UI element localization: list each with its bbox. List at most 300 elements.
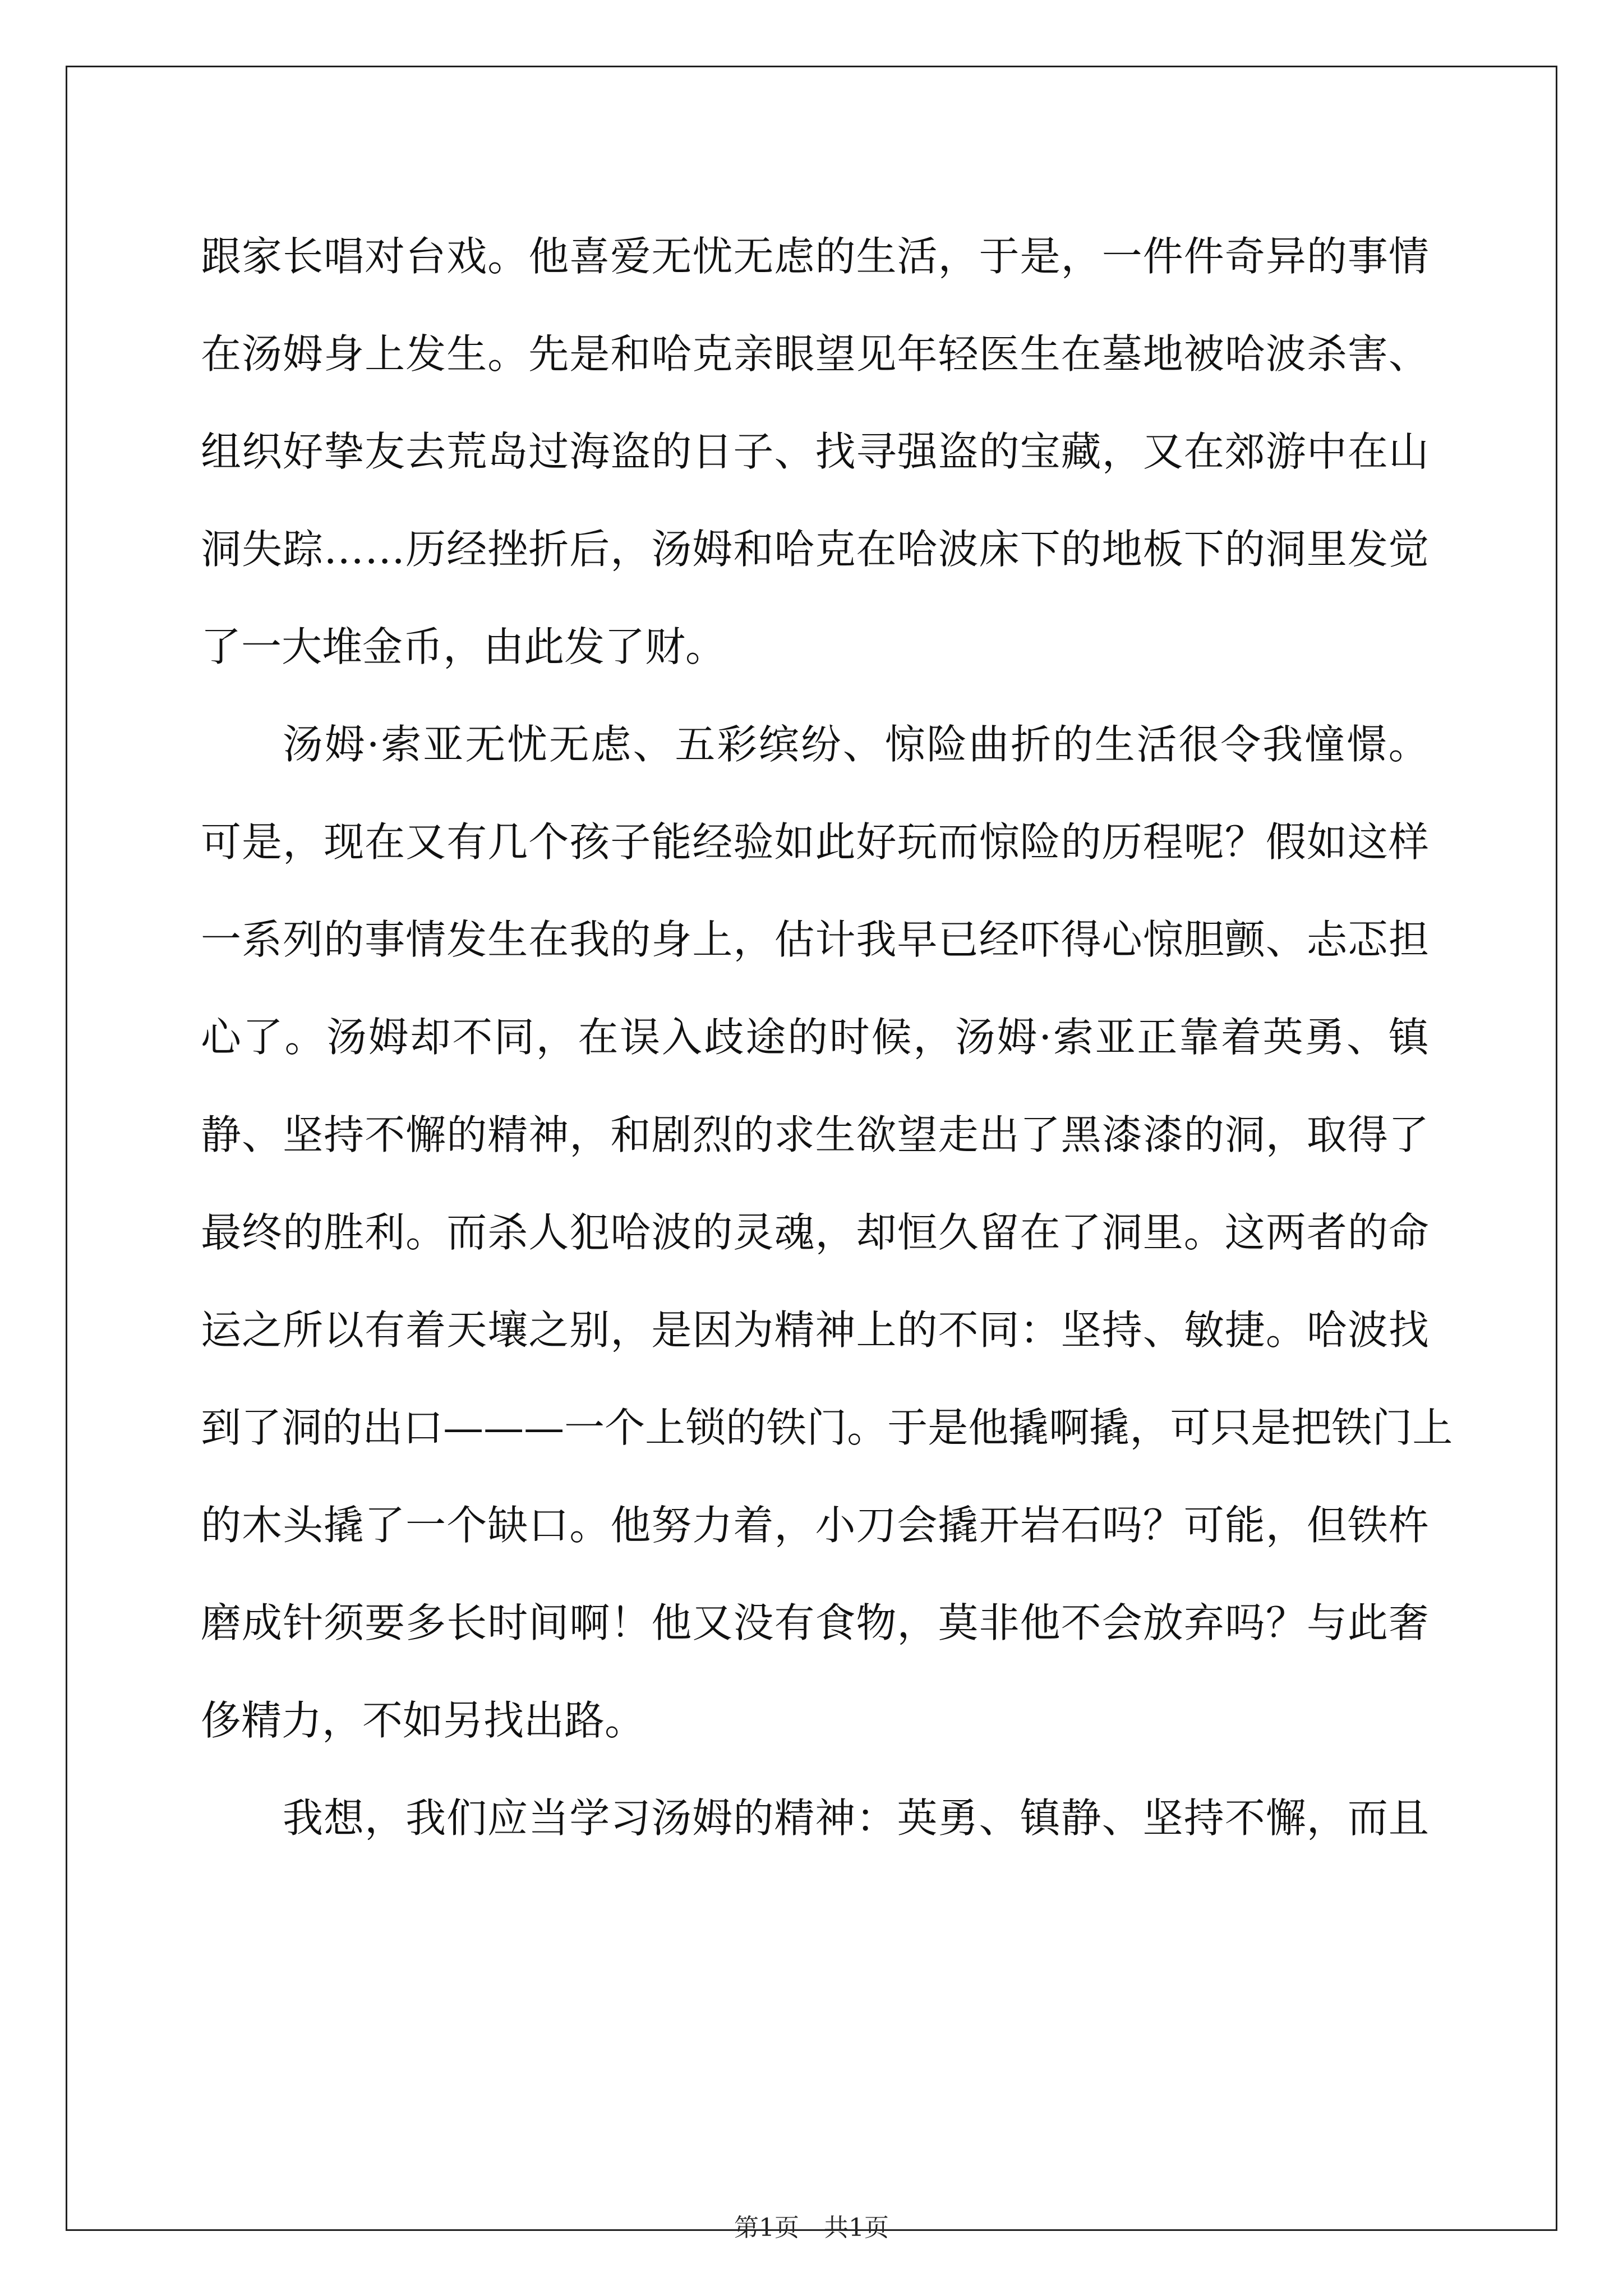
text-char: 墓 — [1101, 330, 1142, 378]
text-char: 莫 — [938, 1599, 979, 1646]
text-char: 木 — [242, 1502, 283, 1549]
text-char: 望 — [897, 1111, 938, 1158]
text-char: 会 — [1101, 1599, 1142, 1646]
text-char: ： — [856, 1795, 897, 1842]
text-char: 挚 — [324, 428, 365, 475]
text-char: 彩 — [717, 721, 758, 768]
text-char: 因 — [692, 1306, 733, 1354]
text-char: 门 — [1372, 1404, 1413, 1451]
text-char: 波 — [938, 526, 979, 573]
text-char: 生 — [815, 1111, 856, 1158]
text-char: 所 — [283, 1306, 324, 1354]
text-char: 令 — [1220, 721, 1261, 768]
text-char: 的 — [324, 916, 365, 963]
text-char: 程 — [1142, 818, 1183, 866]
text-line — [201, 891, 1429, 988]
text-char: 不 — [1224, 1795, 1265, 1842]
text-char: 发 — [1347, 526, 1388, 573]
text-char: ， — [774, 1502, 815, 1549]
text-char: 忧 — [692, 233, 733, 280]
text-char: 爱 — [610, 233, 651, 280]
text-char: 却 — [410, 1014, 451, 1061]
text-char: 无 — [733, 233, 774, 280]
text-char: 玩 — [897, 818, 938, 866]
text-char: ！ — [610, 1599, 651, 1646]
text-char: 锁 — [685, 1404, 726, 1451]
text-char: 组 — [201, 428, 242, 475]
text-char: 是 — [1020, 233, 1061, 280]
text-char: 汤 — [326, 1014, 367, 1061]
text-char: ， — [1306, 1795, 1347, 1842]
text-char: 折 — [528, 526, 569, 573]
text-char: 台 — [405, 233, 446, 280]
text-char: 、 — [842, 721, 883, 768]
text-char: 如 — [774, 818, 815, 866]
text-char: 哈 — [774, 526, 815, 573]
text-char: 一 — [564, 1404, 605, 1451]
text-char: 的 — [897, 1306, 938, 1354]
text-char: 无 — [548, 721, 589, 768]
text-char: 针 — [283, 1599, 324, 1646]
text-char: 间 — [528, 1599, 569, 1646]
text-char: 生 — [487, 916, 528, 963]
text-char: 把 — [1291, 1404, 1332, 1451]
text-char: 的 — [1061, 818, 1101, 866]
text-char: 已 — [938, 916, 979, 963]
text-char: 洞 — [1224, 1111, 1265, 1158]
text-line — [201, 403, 1429, 500]
text-char: 几 — [487, 818, 528, 866]
text-char: 忐 — [1306, 916, 1347, 963]
text-char: 以 — [324, 1306, 365, 1354]
text-char: 久 — [938, 1209, 979, 1256]
text-char: 床 — [979, 526, 1020, 573]
text-char: 。 — [487, 233, 528, 280]
text-char: 无 — [651, 233, 692, 280]
text-char: 镇 — [1388, 1014, 1429, 1061]
text-char: 失 — [242, 526, 283, 573]
text-char: 应 — [487, 1795, 528, 1842]
text-char: 懈 — [405, 1111, 446, 1158]
text-char: 英 — [897, 1795, 938, 1842]
text-char: 不 — [938, 1306, 979, 1354]
text-char: 靠 — [1179, 1014, 1220, 1061]
text-char: 同 — [979, 1306, 1020, 1354]
text-char: 的 — [1183, 1111, 1224, 1158]
text-char: — — [483, 1404, 524, 1451]
text-char: ： — [1020, 1306, 1061, 1354]
text-char: 当 — [528, 1795, 569, 1842]
text-char: 喜 — [569, 233, 610, 280]
text-char: 事 — [1347, 233, 1388, 280]
text-char: 是 — [928, 1404, 969, 1451]
text-char: 敏 — [1183, 1306, 1224, 1354]
text-char: 勇 — [938, 1795, 979, 1842]
text-char: 、 — [1101, 1795, 1142, 1842]
text-char: 成 — [242, 1599, 283, 1646]
text-char: 担 — [1388, 916, 1429, 963]
text-char: 的 — [446, 1111, 487, 1158]
text-char: 历 — [405, 526, 446, 573]
text-char: 他 — [528, 233, 569, 280]
text-char: 姆 — [324, 721, 365, 768]
text-char: 后 — [569, 526, 610, 573]
text-char: 持 — [1183, 1795, 1224, 1842]
text-char: 他 — [1020, 1599, 1061, 1646]
text-char: 着 — [733, 1502, 774, 1549]
text-char: 宝 — [1020, 428, 1061, 475]
text-char: 戏 — [446, 233, 487, 280]
text-char: 盗 — [610, 428, 651, 475]
text-char: 姆 — [368, 1014, 409, 1061]
text-char: 上 — [645, 1404, 686, 1451]
text-line — [201, 696, 1429, 793]
text-char: 汤 — [955, 1014, 995, 1061]
text-char: 开 — [979, 1502, 1020, 1549]
text-char: 且 — [1388, 1795, 1429, 1842]
text-char: 姆 — [692, 526, 733, 573]
text-char: 我 — [1262, 721, 1303, 768]
text-char: 又 — [692, 1599, 733, 1646]
text-char: ， — [913, 1014, 954, 1061]
text-char: 神 — [815, 1306, 856, 1354]
text-char: ， — [1265, 1111, 1306, 1158]
text-char: 两 — [1265, 1209, 1306, 1256]
text-char: 的 — [610, 916, 651, 963]
text-char: 子 — [610, 818, 651, 866]
text-char: 历 — [1101, 818, 1142, 866]
text-char: 在 — [1347, 428, 1388, 475]
text-char: 物 — [856, 1599, 897, 1646]
text-char: · — [366, 721, 380, 768]
text-char: 能 — [651, 818, 692, 866]
text-char: 的 — [322, 1404, 363, 1451]
text-char: 、 — [633, 721, 674, 768]
text-char: 此 — [815, 818, 856, 866]
text-char: 的 — [733, 1795, 774, 1842]
text-char: 寻 — [856, 428, 897, 475]
text-char: 轻 — [938, 330, 979, 378]
text-char: 只 — [1210, 1404, 1251, 1451]
text-line: 侈精力，不如另找出路。 — [201, 1697, 645, 1744]
text-char: 和 — [610, 330, 651, 378]
text-char: 早 — [897, 916, 938, 963]
text-char: 克 — [815, 526, 856, 573]
text-char: ， — [1129, 1404, 1170, 1451]
text-char: 出 — [979, 1111, 1020, 1158]
text-char: 憬 — [1346, 721, 1387, 768]
text-char: 、 — [1347, 1014, 1387, 1061]
text-char: 的 — [651, 428, 692, 475]
text-char: 先 — [528, 330, 569, 378]
text-char: 取 — [1306, 1111, 1347, 1158]
text-char: 歧 — [703, 1014, 744, 1061]
text-char: 会 — [897, 1502, 938, 1549]
text-char: 没 — [733, 1599, 774, 1646]
text-char: 事 — [365, 916, 405, 963]
text-char: 友 — [365, 428, 405, 475]
text-char: 唱 — [324, 233, 365, 280]
text-char: 终 — [242, 1209, 283, 1256]
text-char: 洞 — [201, 526, 242, 573]
text-char: 他 — [968, 1404, 1009, 1451]
text-line — [201, 500, 1429, 598]
text-char: 而 — [446, 1209, 487, 1256]
text-char: 个 — [446, 1502, 487, 1549]
text-line — [201, 1281, 1429, 1379]
text-char: 汤 — [283, 721, 324, 768]
text-char: 、 — [242, 1111, 283, 1158]
text-char: 日 — [692, 428, 733, 475]
text-char: 姆 — [283, 330, 324, 378]
text-char: 惊 — [979, 818, 1020, 866]
text-char: 、 — [1142, 1306, 1183, 1354]
text-line — [201, 1379, 1453, 1476]
text-char: 生 — [1020, 330, 1061, 378]
text-char: 。 — [1388, 721, 1429, 768]
text-char: ， — [536, 1014, 577, 1061]
text-char: 又 — [1142, 428, 1183, 475]
text-char: 里 — [1142, 1209, 1183, 1256]
text-char: 磨 — [201, 1599, 242, 1646]
text-char: 列 — [283, 916, 324, 963]
text-char: 放 — [1142, 1599, 1183, 1646]
text-char: 汤 — [651, 1795, 692, 1842]
text-char: ， — [1101, 428, 1142, 475]
text-char: 运 — [201, 1306, 242, 1354]
text-char: 里 — [1306, 526, 1347, 573]
text-char: 小 — [815, 1502, 856, 1549]
text-char: 英 — [1262, 1014, 1303, 1061]
text-char: 在 — [1061, 330, 1101, 378]
text-char: 波 — [1347, 1306, 1388, 1354]
text-char: 命 — [1388, 1209, 1429, 1256]
text-char: 到 — [201, 1404, 242, 1451]
text-char: 哈 — [897, 526, 938, 573]
text-char: 求 — [774, 1111, 815, 1158]
text-char: 误 — [620, 1014, 661, 1061]
text-char: 在 — [528, 916, 569, 963]
text-char: 亲 — [733, 330, 774, 378]
text-char: 候 — [871, 1014, 912, 1061]
text-char: 之 — [528, 1306, 569, 1354]
text-line — [201, 793, 1429, 891]
text-char: 长 — [446, 1599, 487, 1646]
text-char: — — [443, 1404, 484, 1451]
text-char: 的 — [1052, 721, 1093, 768]
text-char: 撬 — [324, 1502, 365, 1549]
text-char: 过 — [528, 428, 569, 475]
text-char: 颤 — [1224, 916, 1265, 963]
text-char: 精 — [774, 1306, 815, 1354]
text-char: 踪 — [283, 526, 324, 573]
text-char: 铁 — [766, 1404, 807, 1451]
text-char: 异 — [1265, 233, 1306, 280]
text-char: 这 — [1347, 818, 1388, 866]
text-char: 哈 — [610, 1209, 651, 1256]
text-char: 啊 — [569, 1599, 610, 1646]
text-char: 郊 — [1224, 428, 1265, 475]
text-char: 一 — [405, 1502, 446, 1549]
text-char: 神 — [528, 1111, 569, 1158]
text-char: 岛 — [487, 428, 528, 475]
text-line — [201, 988, 1429, 1086]
text-char: 织 — [242, 428, 283, 475]
text-char: 上 — [365, 330, 405, 378]
text-char: 呢 — [1183, 818, 1224, 866]
text-char: 烈 — [692, 1111, 733, 1158]
text-char: 吗 — [1101, 1502, 1142, 1549]
text-char: 和 — [733, 526, 774, 573]
text-char: 了 — [241, 1404, 282, 1451]
text-char: 好 — [283, 428, 324, 475]
text-char: 件 — [1183, 233, 1224, 280]
text-char: 汤 — [242, 330, 283, 378]
text-char: ？ — [1265, 1599, 1306, 1646]
text-line — [201, 1184, 1429, 1281]
text-char: 可 — [1183, 1502, 1224, 1549]
text-char: 勇 — [1304, 1014, 1345, 1061]
text-char: 五 — [675, 721, 716, 768]
text-char: 缺 — [487, 1502, 528, 1549]
text-char: 眼 — [774, 330, 815, 378]
text-char: 地 — [1101, 526, 1142, 573]
text-char: 的 — [979, 428, 1020, 475]
text-char: 心 — [1101, 916, 1142, 963]
text-char: 找 — [815, 428, 856, 475]
text-char: 、 — [774, 428, 815, 475]
text-char: 天 — [446, 1306, 487, 1354]
text-char: 吗 — [1224, 1599, 1265, 1646]
text-char: 、 — [979, 1795, 1020, 1842]
text-char: 想 — [324, 1795, 365, 1842]
text-char: 得 — [1347, 1111, 1388, 1158]
text-char: 身 — [651, 916, 692, 963]
text-char: 这 — [1224, 1209, 1265, 1256]
text-char: 同 — [494, 1014, 535, 1061]
text-char: ， — [938, 233, 979, 280]
text-char: 虑 — [591, 721, 631, 768]
text-char: 在 — [365, 818, 405, 866]
text-char: 害 — [1347, 330, 1388, 378]
text-char: 又 — [405, 818, 446, 866]
text-char: 洞 — [1265, 526, 1306, 573]
text-char: 有 — [446, 818, 487, 866]
text-char: 年 — [897, 330, 938, 378]
text-line — [201, 1476, 1429, 1574]
text-char: 的 — [787, 1014, 828, 1061]
text-char: 正 — [1137, 1014, 1178, 1061]
text-char: 估 — [774, 916, 815, 963]
text-char: 壤 — [487, 1306, 528, 1354]
text-char: 之 — [242, 1306, 283, 1354]
text-char: 欲 — [856, 1111, 897, 1158]
text-char: 可 — [1170, 1404, 1211, 1451]
text-char: 亚 — [1095, 1014, 1136, 1061]
text-char: 活 — [897, 233, 938, 280]
text-char: 我 — [569, 916, 610, 963]
text-char: 系 — [242, 916, 283, 963]
text-char: 下 — [1183, 526, 1224, 573]
text-char: ， — [365, 1795, 405, 1842]
text-char: 情 — [1388, 233, 1429, 280]
text-char: 忧 — [506, 721, 547, 768]
text-char: 上 — [856, 1306, 897, 1354]
text-char: 曲 — [969, 721, 1009, 768]
text-char: 刀 — [856, 1502, 897, 1549]
text-char: ？ — [1142, 1502, 1183, 1549]
page-number-footer: 第1页 共1页 — [734, 2214, 889, 2242]
text-char: 犯 — [569, 1209, 610, 1256]
text-char: 险 — [1020, 818, 1061, 866]
text-char: 啊 — [1049, 1404, 1090, 1451]
text-char: 走 — [938, 1111, 979, 1158]
text-char: 口 — [403, 1404, 444, 1451]
text-char: 上 — [1412, 1404, 1453, 1451]
text-char: 件 — [1142, 233, 1183, 280]
text-char: 。 — [847, 1404, 888, 1451]
text-char: 静 — [201, 1111, 242, 1158]
text-char: 无 — [465, 721, 506, 768]
text-char: 的 — [733, 1111, 774, 1158]
text-char: ， — [283, 818, 324, 866]
text-char: 虑 — [774, 233, 815, 280]
text-char: 了 — [1020, 1111, 1061, 1158]
text-char: 发 — [405, 330, 446, 378]
text-line — [201, 1086, 1429, 1184]
text-char: 在 — [856, 526, 897, 573]
text-char: 哈 — [1224, 330, 1265, 378]
text-char: 懈 — [1265, 1795, 1306, 1842]
text-char: 哈 — [1306, 1306, 1347, 1354]
text-char: 撬 — [1089, 1404, 1130, 1451]
text-char: 在 — [201, 330, 242, 378]
text-char: 习 — [610, 1795, 651, 1842]
text-char: 胜 — [324, 1209, 365, 1256]
text-char: 家 — [242, 233, 283, 280]
text-char: 的 — [815, 233, 856, 280]
text-char: 海 — [569, 428, 610, 475]
text-char: 折 — [1011, 721, 1052, 768]
text-char: 途 — [745, 1014, 786, 1061]
text-char: 利 — [365, 1209, 405, 1256]
text-char: ， — [1061, 233, 1101, 280]
text-char: 去 — [405, 428, 446, 475]
text-char: 杀 — [487, 1209, 528, 1256]
text-char: 很 — [1178, 721, 1219, 768]
text-char: 不 — [452, 1014, 493, 1061]
text-char: ， — [733, 916, 774, 963]
text-char: 在 — [1020, 1209, 1061, 1256]
text-char: 地 — [1142, 330, 1183, 378]
text-char: 克 — [692, 330, 733, 378]
text-char: 验 — [733, 818, 774, 866]
text-char: 波 — [1265, 330, 1306, 378]
text-char: 的 — [201, 1502, 242, 1549]
text-char: 努 — [651, 1502, 692, 1549]
text-char: 最 — [201, 1209, 242, 1256]
text-char: 孩 — [569, 818, 610, 866]
text-char: 憧 — [1304, 721, 1345, 768]
text-char: 、 — [1388, 330, 1429, 378]
text-char: … — [324, 526, 365, 573]
text-char: 个 — [528, 818, 569, 866]
text-char: … — [365, 526, 405, 573]
text-char: 生 — [856, 233, 897, 280]
text-char: 杵 — [1388, 1502, 1429, 1549]
text-char: 铁 — [1331, 1404, 1372, 1451]
text-char: 了 — [1388, 1111, 1429, 1158]
